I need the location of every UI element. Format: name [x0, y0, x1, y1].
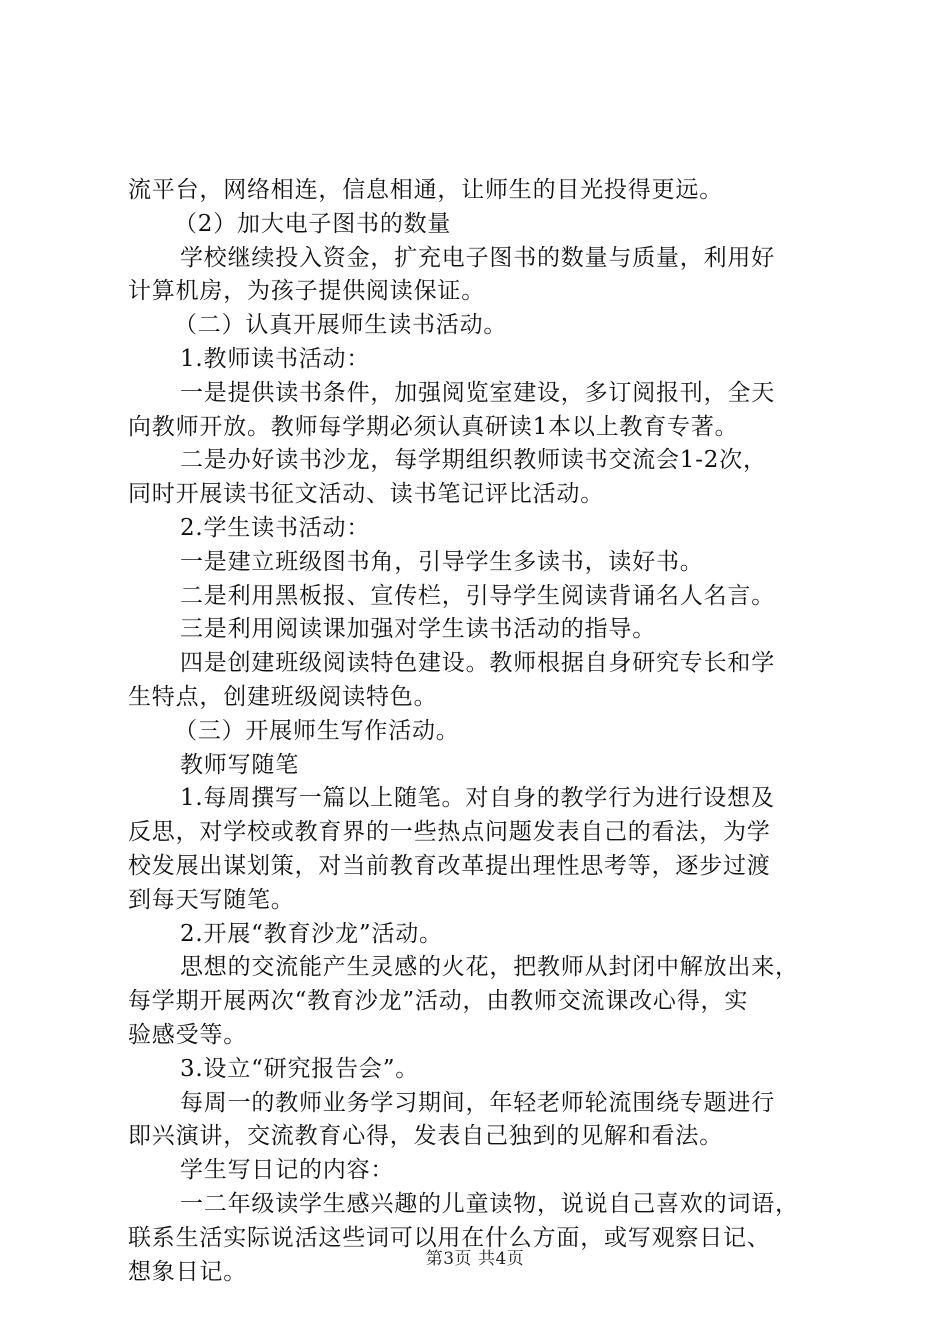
subsection-heading: 1.教师读书活动：	[180, 345, 371, 372]
paragraph-line: 反思，对学校或教育界的一些热点问题发表自己的看法，为学	[128, 819, 771, 846]
paragraph-line: 二是办好读书沙龙，每学期组织教师读书交流会1-2次，	[180, 447, 767, 474]
section-heading: （三）开展师生写作活动。	[174, 717, 460, 744]
subsection-heading: 2.学生读书活动：	[180, 514, 371, 541]
subsection-heading: 学生写日记的内容：	[180, 1157, 395, 1184]
paragraph-line: 验感受等。	[128, 1021, 247, 1048]
paragraph-line: 每学期开展两次“教育沙龙”活动，由教师交流课改心得，实	[128, 988, 749, 1015]
section-heading: （2）加大电子图书的数量	[174, 210, 452, 237]
paragraph-line: 流平台，网络相连，信息相通，让师生的目光投得更远。	[128, 177, 723, 203]
paragraph-line: 校发展出谋划策，对当前教育改革提出理性思考等，逐步过渡	[128, 852, 771, 879]
paragraph-line: 生特点，创建班级阅读特色。	[128, 683, 438, 710]
paragraph-line: 二是利用黑板报、宣传栏，引导学生阅读背诵名人名言。	[180, 582, 775, 609]
page-number-footer: 第3页 共4页	[425, 1249, 525, 1269]
paragraph-line: 四是创建班级阅读特色建设。教师根据自身研究专长和学	[180, 650, 775, 677]
section-heading: （二）认真开展师生读书活动。	[174, 312, 508, 339]
paragraph-line: 想象日记。	[128, 1258, 247, 1285]
paragraph-line: 学校继续投入资金，扩充电子图书的数量与质量，利用好	[180, 244, 775, 271]
paragraph-line: 联系生活实际说活这些词可以用在什么方面，或写观察日记、	[128, 1224, 771, 1251]
document-body	[128, 174, 838, 1289]
paragraph-line: 三是利用阅读课加强对学生读书活动的指导。	[180, 616, 656, 643]
paragraph-line: 一二年级读学生感兴趣的儿童读物，说说自己喜欢的词语，	[180, 1190, 799, 1217]
subsection-heading: 教师写随笔	[180, 751, 299, 778]
subsection-heading: 3.设立“研究报告会”。	[180, 1055, 420, 1082]
paragraph-line: 一是建立班级图书角，引导学生多读书，读好书。	[180, 548, 704, 575]
subsection-heading: 2.开展“教育沙龙”活动。	[180, 920, 443, 947]
paragraph-line: 一是提供读书条件，加强阅览室建设，多订阅报刊，全天	[180, 379, 775, 406]
paragraph-line: 计算机房，为孩子提供阅读保证。	[128, 278, 485, 305]
paragraph-line: 1.每周撰写一篇以上随笔。对自身的教学行为进行设想及	[180, 785, 775, 812]
paragraph-line: 向教师开放。教师每学期必须认真研读1本以上教育专著。	[128, 413, 739, 440]
paragraph-line: 到每天写随笔。	[128, 886, 295, 913]
paragraph-line: 同时开展读书征文活动、读书笔记评比活动。	[128, 481, 604, 508]
paragraph-line: 每周一的教师业务学习期间，年轻老师轮流围绕专题进行	[180, 1089, 775, 1116]
paragraph-line: 思想的交流能产生灵感的火花，把教师从封闭中解放出来，	[180, 954, 799, 981]
paragraph-line: 即兴演讲，交流教育心得，发表自己独到的见解和看法。	[128, 1123, 723, 1150]
